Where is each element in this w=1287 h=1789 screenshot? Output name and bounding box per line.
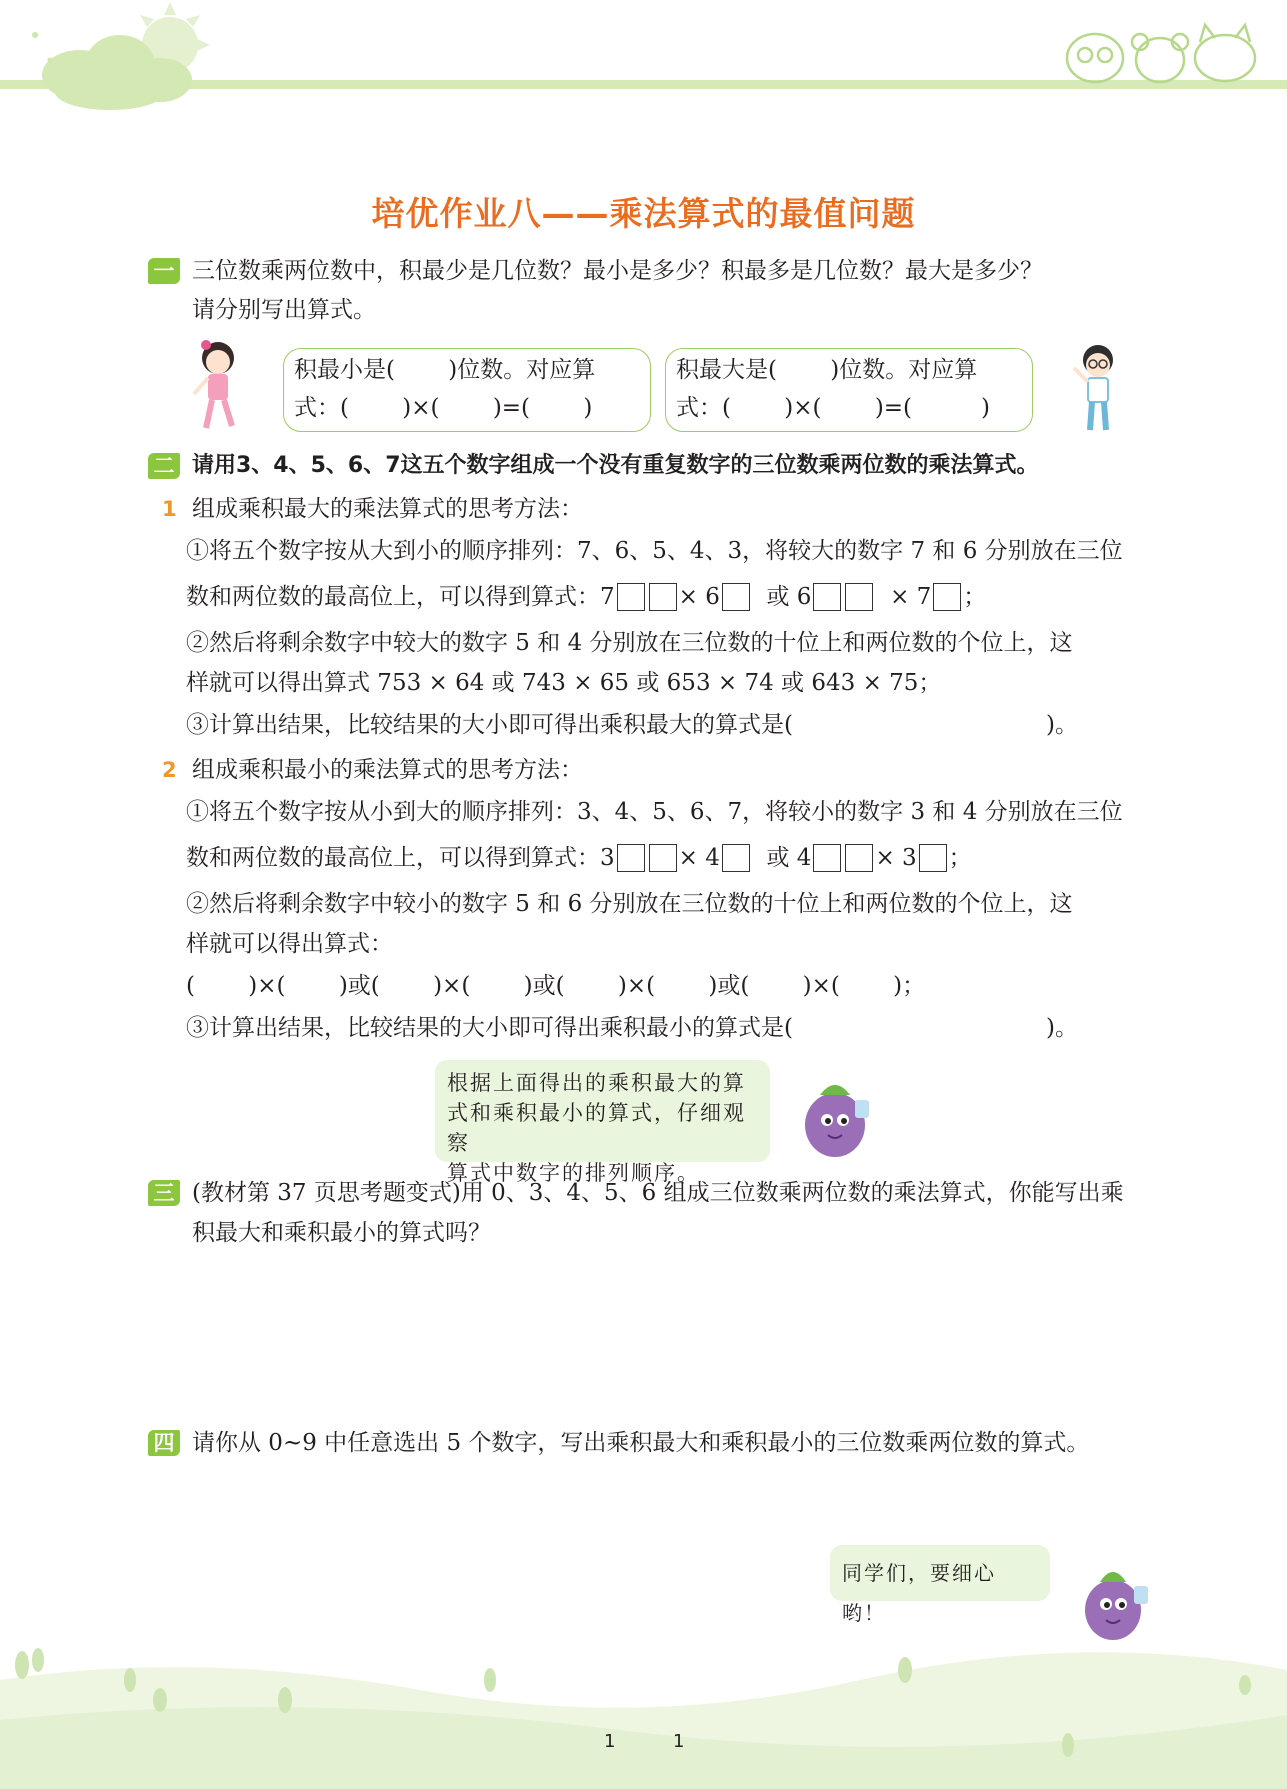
answer-bubble-min	[283, 348, 651, 432]
bubble-min-line-2: 式：( )×( )=( )	[294, 395, 593, 421]
section-1-question-line-2: 请分别写出算式。	[192, 297, 376, 323]
grass-landscape-background	[0, 1620, 1287, 1789]
part-1-step-3: ③计算出结果，比较结果的大小即可得出乘积最大的算式是( )。	[186, 712, 1078, 738]
part-1-step-2-line-1: ②然后将剩余数字中较大的数字 5 和 4 分别放在三位数的十位上和两位数的个位上，这	[186, 630, 1073, 656]
section-3-line-2: 积最大和乘积最小的算式吗？	[192, 1220, 491, 1246]
answer-box[interactable]	[845, 844, 873, 872]
eggplant-mascot-icon	[790, 1065, 880, 1165]
answer-box[interactable]	[617, 583, 645, 611]
part-1-step-1-line-1: ①将五个数字按从大到小的顺序排列：7、6、5、4、3，将较大的数字 7 和 6 分别放在三位	[186, 538, 1123, 564]
answer-box[interactable]	[649, 844, 677, 872]
part-1-title: 组成乘积最大的乘法算式的思考方法：	[192, 496, 583, 522]
footer-tip-bubble: 同学们，要细心哟！	[830, 1545, 1050, 1601]
section-2-tag: 二	[148, 453, 180, 479]
bubble-max-line-1: 积最大是( )位数。对应算	[676, 357, 978, 383]
page-number-left: 1	[604, 1731, 616, 1752]
part-1-or-text: 或 6	[766, 584, 812, 610]
part-1-number: 1	[162, 497, 177, 521]
section-3-tag: 三	[148, 1180, 180, 1206]
part-2-title: 组成乘积最小的乘法算式的思考方法：	[192, 757, 583, 783]
answer-box[interactable]	[649, 583, 677, 611]
hint-line-2: 式和乘积最小的算式，仔细观察	[447, 1101, 746, 1155]
part-2-step-2-line-3: ( )×( )或( )×( )或( )×( )或( )×( )；	[186, 973, 926, 999]
part-2-step-1-line-1: ①将五个数字按从小到大的顺序排列：3、4、5、6、7，将较小的数字 3 和 4 分别放在三位	[186, 799, 1123, 825]
answer-box[interactable]	[933, 583, 961, 611]
answer-box[interactable]	[722, 844, 750, 872]
section-1-tag: 一	[148, 258, 180, 284]
bubble-min-line-1: 积最小是( )位数。对应算	[294, 357, 596, 383]
section-1-question-line-1: 三位数乘两位数中，积最少是几位数？最小是多少？积最多是几位数？最大是多少？	[192, 258, 1043, 284]
answer-box[interactable]	[919, 844, 947, 872]
answer-bubble-max	[665, 348, 1033, 432]
answer-box[interactable]	[845, 583, 873, 611]
page-title: 培优作业八——乘法算式的最值问题	[371, 194, 916, 233]
answer-box[interactable]	[617, 844, 645, 872]
hint-box	[435, 1060, 770, 1185]
hint-line-3: 算式中数字的排列顺序。	[447, 1161, 700, 1185]
section-4-line-1: 请你从 0~9 中任意选出 5 个数字，写出乘积最大和乘积最小的三位数乘两位数的算式。	[192, 1430, 1090, 1456]
boy-character-icon	[1068, 340, 1126, 436]
part-2-times-text-2: × 3	[875, 845, 917, 871]
girl-character-icon	[188, 336, 248, 436]
part-1-times-text-2: × 7	[890, 584, 932, 610]
part-1-end-text: ；	[963, 584, 987, 610]
part-2-number: 2	[162, 758, 177, 782]
section-2-heading: 请用3、4、5、6、7这五个数字组成一个没有重复数字的三位数乘两位数的乘法算式。	[192, 453, 1039, 478]
animal-faces-icon	[1060, 20, 1260, 85]
answer-box[interactable]	[722, 583, 750, 611]
part-2-step-3: ③计算出结果，比较结果的大小即可得出乘积最小的算式是( )。	[186, 1015, 1078, 1041]
part-1-step-2-line-2: 样就可以得出算式 753 × 64 或 743 × 65 或 653 × 74 或 643 × 75；	[186, 670, 942, 696]
answer-box[interactable]	[813, 844, 841, 872]
hint-line-1: 根据上面得出的乘积最大的算	[447, 1071, 746, 1095]
part-2-formula-start: 数和两位数的最高位上，可以得到算式：3	[186, 845, 615, 871]
bubble-max-line-2: 式：( )×( )=( )	[676, 395, 991, 421]
part-1-times-text: × 6	[678, 584, 720, 610]
page-number-right: 1	[673, 1731, 685, 1752]
part-2-times-text: × 4	[678, 845, 720, 871]
part-2-end-text: ；	[948, 845, 972, 871]
sun-cloud-icon	[20, 0, 220, 115]
section-3-line-1: (教材第 37 页思考题变式)用 0、3、4、5、6 组成三位数乘两位数的乘法算式，你能写出乘	[192, 1180, 1124, 1206]
part-1-formula-start: 数和两位数的最高位上，可以得到算式：7	[186, 584, 615, 610]
answer-box[interactable]	[813, 583, 841, 611]
part-2-step-1-line-2	[186, 843, 972, 873]
part-1-step-1-line-2	[186, 582, 986, 612]
part-2-or-text: 或 4	[766, 845, 812, 871]
part-2-step-2-line-1: ②然后将剩余数字中较小的数字 5 和 6 分别放在三位数的十位上和两位数的个位上，这	[186, 891, 1073, 917]
part-2-step-2-line-2: 样就可以得出算式：	[186, 931, 393, 957]
section-4-tag: 四	[148, 1430, 180, 1456]
